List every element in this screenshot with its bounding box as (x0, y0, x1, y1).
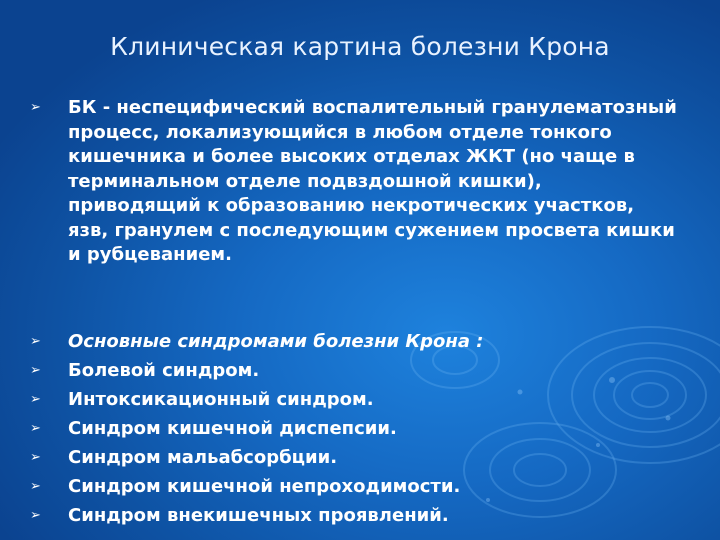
syndromes-list (30, 327, 690, 530)
list-item (30, 472, 690, 501)
intro-text: БК - неспецифический воспалительный гранулематозный процесс, локализующийся в любом отделе тонкого кишечника и более высоких отделах ЖКТ (но чаще в терминальном отделе подвздошной кишки), приводящий к образованию некротических участков, язв, гранулем с последующим сужением просвета кишки и рубцеванием. (68, 97, 677, 265)
arrow-bullet-icon: ➢ (30, 392, 41, 407)
arrow-bullet-icon: ➢ (30, 334, 41, 349)
intro-paragraph (30, 96, 690, 268)
arrow-bullet-icon: ➢ (30, 450, 41, 465)
slide-title: Клиническая картина болезни Крона (110, 32, 610, 61)
syndrome-dyspepsia: Синдром кишечной диспепсии. (68, 418, 397, 439)
syndrome-obstruction: Синдром кишечной непроходимости. (68, 476, 461, 497)
arrow-bullet-icon: ➢ (30, 421, 41, 436)
syndrome-intoxication: Интоксикационный синдром. (68, 389, 374, 410)
syndrome-extraintestinal: Синдром внекишечных проявлений. (68, 505, 449, 526)
list-item (30, 356, 690, 385)
syndrome-malabsorption: Синдром мальабсорбции. (68, 447, 338, 468)
list-item (30, 501, 690, 530)
list-item (30, 414, 690, 443)
list-item (30, 327, 690, 356)
list-item (30, 385, 690, 414)
list-item (30, 96, 690, 268)
arrow-bullet-icon: ➢ (30, 363, 41, 378)
syndromes-heading: Основные синдромами болезни Крона : (68, 331, 484, 352)
syndrome-pain: Болевой синдром. (68, 360, 260, 381)
list-item (30, 443, 690, 472)
arrow-bullet-icon: ➢ (30, 479, 41, 494)
arrow-bullet-icon: ➢ (30, 100, 41, 115)
arrow-bullet-icon: ➢ (30, 508, 41, 523)
